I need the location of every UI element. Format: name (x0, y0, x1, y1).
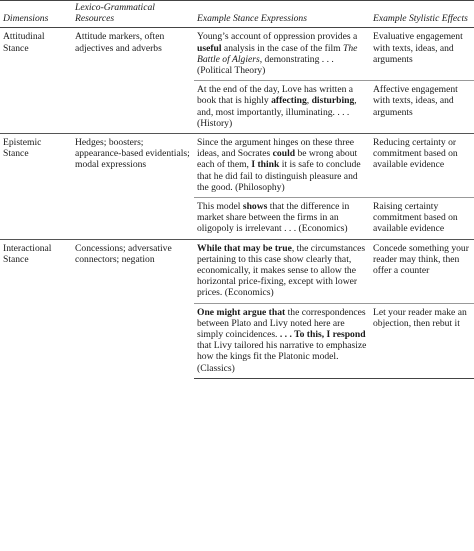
expression-text: analysis in the case of the film (221, 42, 344, 54)
header-effects: Example Stylistic Effects (370, 1, 474, 28)
emphasis-bold: One might argue that (197, 306, 286, 318)
table-header (0, 1, 474, 28)
resources-cell: Attitude markers, often adjectives and adverbs (72, 28, 194, 134)
dimension-cell: Attitudinal Stance (0, 28, 72, 134)
emphasis-bold: I think (251, 159, 280, 171)
effect-cell: Evaluative engagement with texts, ideas, and arguments (370, 28, 474, 81)
effect-cell: Reducing certainty or commitment based on available evidence (370, 134, 474, 198)
emphasis-bold: disturbing (311, 95, 355, 107)
emphasis-bold: could (272, 148, 296, 160)
expression-text: that Livy tailored his narrative to emphasize how the kings fit the Platonic model. (Classics) (197, 340, 367, 374)
effect-cell: Raising certainty commitment based on available evidence (370, 198, 474, 240)
expression-text: At the end of the day, Love has written a book that is highly (197, 84, 354, 107)
table-row (0, 134, 474, 198)
emphasis-italic: The Battle of Algiers (197, 42, 358, 65)
expression-text: This model (197, 201, 243, 213)
expression-text: Young’s account of oppression provides a (197, 31, 358, 43)
emphasis-bold: useful (197, 42, 222, 54)
table-row (0, 239, 474, 303)
expression-text: that the difference in market share between the firms in an oligopoly is irrelevant . . . (Economics) (197, 201, 350, 235)
expression-text: , the circumstances pertaining to this case show clearly that, economically, it makes sense to allow the horizontal price-fixing, except with lower prices. (Economics) (197, 242, 366, 299)
table-row (0, 28, 474, 81)
expression-cell (194, 303, 370, 378)
effect-cell: Affective engagement with texts, ideas, and arguments (370, 81, 474, 134)
header-resources: Lexico-Grammatical Resources (72, 1, 194, 28)
emphasis-bold: While that may be true (197, 242, 292, 254)
resources-cell: Concessions; adversative connectors; negation (72, 239, 194, 378)
header-dimensions: Dimensions (0, 1, 72, 28)
dimension-cell: Epistemic Stance (0, 134, 72, 240)
expression-text: , (306, 95, 312, 107)
expression-text: be wrong about each of them, (197, 148, 358, 171)
header-row (0, 1, 474, 28)
resources-cell: Hedges; boosters; appearance-based evidentials; modal expressions (72, 134, 194, 240)
emphasis-bold: . . . To this, I respond (279, 329, 366, 341)
expression-text: , and, most importantly, illuminating. . . . (History) (197, 95, 357, 129)
expression-text: it is safe to conclude that he did fail to distinguish pleasure and the good. (Philosophy) (197, 159, 361, 193)
header-expressions: Example Stance Expressions (194, 1, 370, 28)
expression-text: Since the argument hinges on these three ideas, and Socrates (197, 137, 355, 160)
expression-cell (194, 134, 370, 198)
expression-text: , demonstrating . . . (Political Theory) (197, 53, 334, 77)
expression-text: the correspondences between Plato and Livy noted here are simply coincidences. (197, 306, 366, 341)
expression-cell (194, 81, 370, 134)
emphasis-bold: affecting (271, 95, 307, 107)
effect-cell: Let your reader make an objection, then rebut it (370, 303, 474, 378)
dimension-cell: Interactional Stance (0, 239, 72, 378)
expression-cell (194, 28, 370, 81)
expression-cell (194, 198, 370, 240)
emphasis-bold: shows (242, 201, 268, 213)
table-body (0, 28, 474, 378)
effect-cell: Concede something your reader may think, then offer a counter (370, 239, 474, 303)
expression-cell (194, 239, 370, 303)
